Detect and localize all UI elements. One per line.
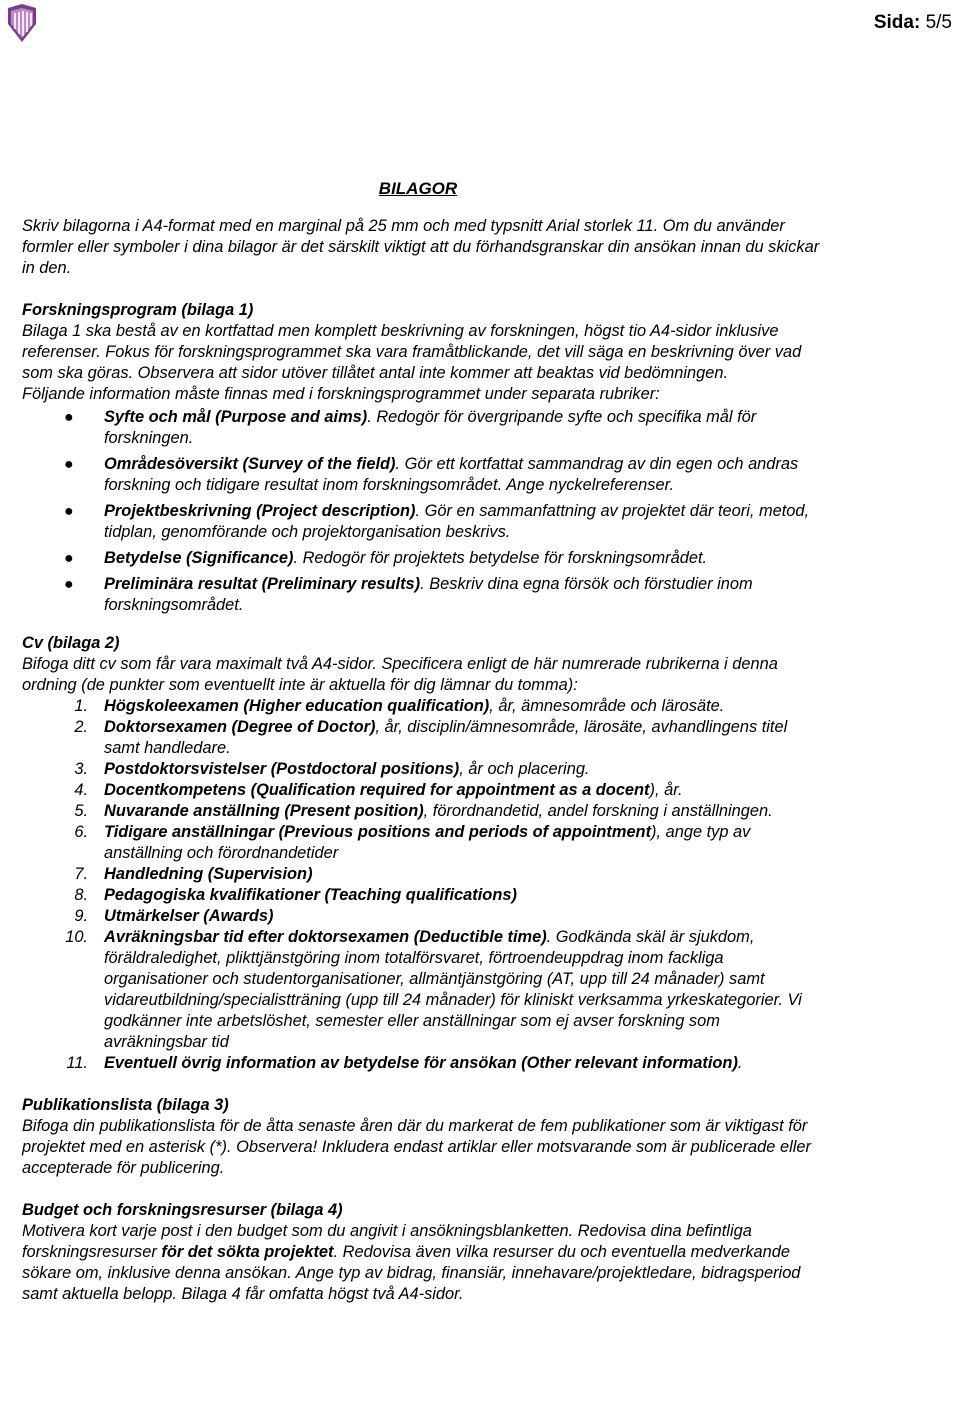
section-budget [22,1200,822,1305]
list-item [22,801,822,822]
page-title: BILAGOR [378,179,458,198]
section-description: Bifoga din publikationslista för de åtta senaste åren där du markerat de fem publikationer som är viktigast för projektet med en asterisk (*). Observera! Inkludera endast artiklar eller motsvarande som är publicerade eller accepterade för publicering. [22,1117,811,1177]
logo-icon [8,4,36,42]
bullet-icon: ● [64,456,74,473]
description-part: . Redovisa även vilka resurser du och eventuella medverkande sökare om, inklusive denna ansökan. Ange typ av bidrag, finansiär, innehavare/projektledare, bidragsperiod samt aktuella belopp. Bilaga 4 får omfatta högst två A4-sidor. [22,1243,801,1303]
section-description: Bifoga ditt cv som får vara maximalt två A4-sidor. Specificera enligt de här numrerade rubrikerna i denna ordning (de punkter som eventuellt inte är aktuella för dig lämnar du tomma): [22,655,778,694]
item-text: . Gör en sammanfattning av projektet där teori, metod, tidplan, genomförande och projektorganisation beskrivs. [104,502,810,541]
item-text: . [737,1054,743,1072]
page-label: Sida: [873,12,921,33]
item-text: . Redogör för övergripande syfte och specifika mål för forskningen. [104,408,757,447]
list-item [22,885,822,906]
item-heading: Postdoktorsvistelser (Postdoctoral positions) [104,760,460,778]
document-body [22,178,822,1305]
item-heading: Doktorsexamen (Degree of Doctor) [104,718,376,736]
item-text: , år, disciplin/ämnesområde, lärosäte, avhandlingens titel samt handledare. [104,718,788,757]
item-text: , förordnandetid, andel forskning i anställningen. [423,802,773,820]
item-text: . Gör ett kortfattat sammandrag av din egen och andras forskning och tidigare resultat inom forskningsområdet. Ange nyckelreferenser. [104,455,799,494]
section-lead: Följande information måste finnas med i forskningsprogrammet under separata rubriker: [22,385,660,403]
item-heading: Docentkompetens (Qualification required for appointment as a docent [104,781,650,799]
list-item [22,407,822,449]
section-title: Cv (bilaga 2) [22,634,120,652]
item-text: . Redogör för projektets betydelse för forskningsområdet. [293,549,708,567]
item-number: 11. [66,1054,88,1072]
list-item [22,574,822,616]
section-publikationslista [22,1095,822,1179]
item-heading: Projektbeskrivning (Project description) [104,502,416,520]
intro-text: Skriv bilagorna i A4-format med en marginal på 25 mm och med typsnitt Arial storlek 11. Om du använder formler eller symboler i dina bilagor är det särskilt viktigt att du förhandsgranskar din ansökan innan du skickar in den. [22,217,820,277]
list-item [22,1053,822,1074]
section-cv [22,633,822,1074]
item-text: . Beskriv dina egna försök och förstudier inom forskningsområdet. [104,575,753,614]
item-heading: Områdesöversikt (Survey of the field) [104,455,396,473]
item-heading: Tidigare anställningar (Previous positions and periods of appointment [104,823,652,841]
list-item [22,696,822,717]
item-heading: Pedagogiska kvalifikationer (Teaching qualifications) [104,886,517,904]
list-item [22,548,822,569]
bullet-icon: ● [64,550,74,567]
item-number: 2. [74,718,88,736]
item-text: ), ange typ av anställning och förordnandetider [104,823,751,862]
description-part: Motivera kort varje post i den budget som du angivit i ansökningsblanketten. Redovisa dina befintliga forskningsresurser [22,1222,752,1261]
item-heading: Syfte och mål (Purpose and aims) [104,408,368,426]
item-heading: Preliminära resultat (Preliminary results) [104,575,421,593]
list-item [22,927,822,1053]
item-number: 6. [74,823,88,841]
item-heading: Betydelse (Significance) [104,549,294,567]
item-heading: Utmärkelser (Awards) [104,907,274,925]
item-number: 3. [74,760,88,778]
list-item [22,501,822,543]
page-number [874,12,952,34]
section-title: Publikationslista (bilaga 3) [22,1096,229,1114]
item-number: 8. [74,886,88,904]
list-item [22,454,822,496]
section-title: Budget och forskningsresurser (bilaga 4) [22,1201,343,1219]
item-number: 4. [74,781,88,799]
item-heading: Högskoleexamen (Higher education qualification) [104,697,490,715]
item-text: , år och placering. [459,760,590,778]
bullet-icon: ● [64,409,74,426]
bullet-icon: ● [64,576,74,593]
item-number: 1. [74,697,88,715]
item-heading: Nuvarande anställning (Present position) [104,802,424,820]
list-item [22,906,822,927]
list-item [22,759,822,780]
item-number: 9. [74,907,88,925]
list-item [22,717,822,759]
section-description: Bilaga 1 ska bestå av en kortfattad men komplett beskrivning av forskningen, högst tio A4-sidor inklusive referenser. Fokus för forskningsprogrammet ska vara framåtblickande, det vill säga en beskrivning över vad som ska göras. Observera att sidor utöver tillåtet antal inte kommer att beaktas vid bedömningen. [22,322,802,382]
item-text: ), år. [649,781,683,799]
item-heading: Eventuell övrig information av betydelse för ansökan (Other relevant information) [104,1054,738,1072]
section-title: Forskningsprogram (bilaga 1) [22,301,254,319]
cv-numbered-list [22,696,822,1074]
item-number: 5. [74,802,88,820]
item-text: , år, ämnesområde och lärosäte. [489,697,725,715]
requirements-list [22,407,822,616]
bullet-icon: ● [64,503,74,520]
item-heading: Avräkningsbar tid efter doktorsexamen (Deductible time) [104,928,547,946]
item-number: 10. [65,928,88,946]
item-number: 7. [74,865,88,883]
description-emphasis: för det sökta projektet [161,1243,334,1261]
list-item [22,822,822,864]
list-item [22,780,822,801]
section-description [22,1221,822,1305]
list-item [22,864,822,885]
item-heading: Handledning (Supervision) [104,865,313,883]
section-forskningsprogram [22,300,822,616]
item-text: . Godkända skäl är sjukdom, föräldraledighet, plikttjänstgöring inom totalförsvaret, förtroendeuppdrag inom fackliga organisationer och studentorganisationer, allmäntjänstgöring (AT, upp till 24 månader) samt vidareutbildning/specialistträning (upp till 24 månader) för kliniskt verksamma yrkeskategorier. Vi godkänner inte arbetslöshet, semester eller anställningar som ej avser forskning som avräkningsbar tid [104,928,802,1051]
page-value: 5/5 [925,12,952,33]
